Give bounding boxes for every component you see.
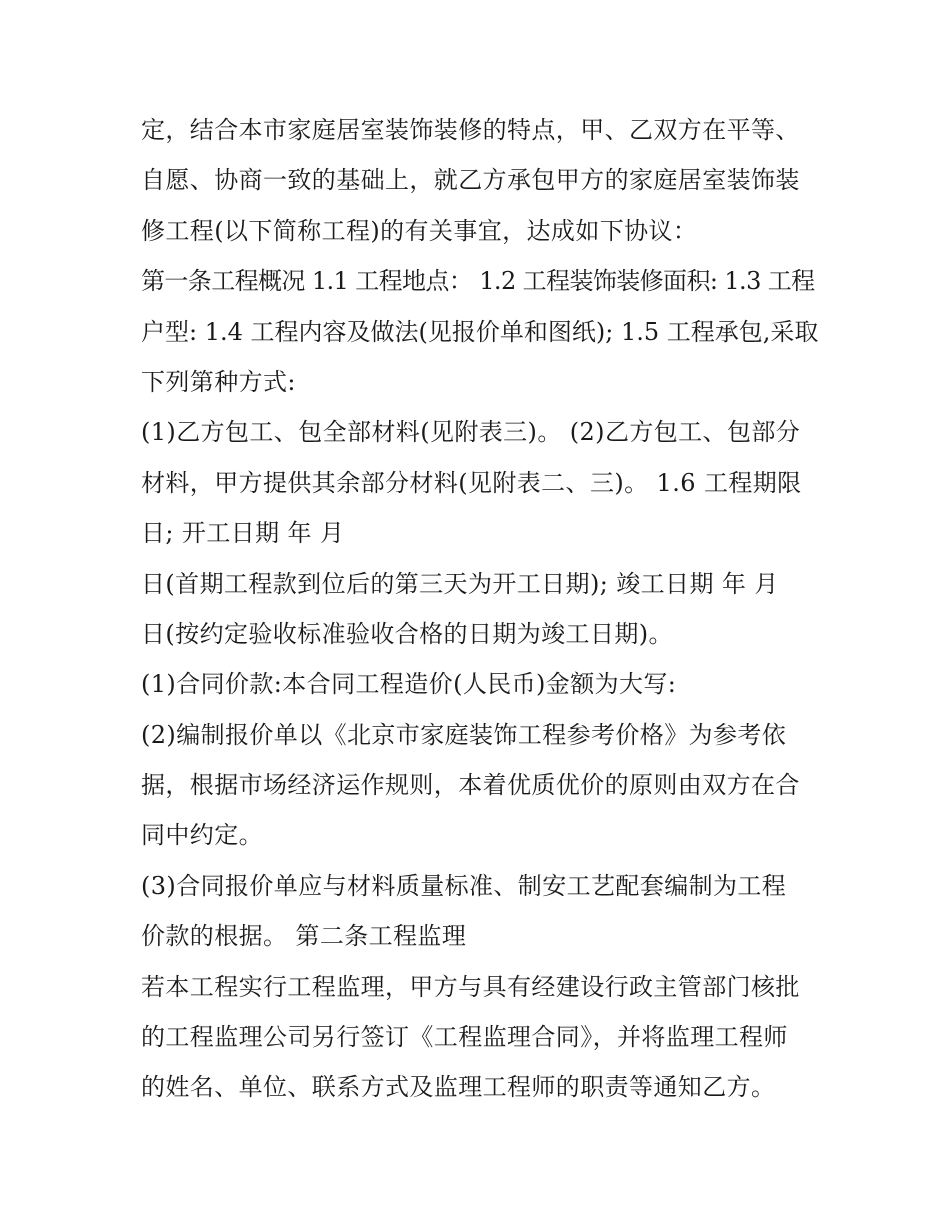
text-line: 下列第种方式: — [141, 367, 296, 396]
text-line: 据，根据市场经济运作规则，本着优质优价的原则由双方在合 — [141, 771, 800, 800]
text-line: 修工程(以下简称工程)的有关事宜，达成如下协议： — [141, 216, 698, 245]
text-line: 日; 开工日期 年 月 — [141, 519, 345, 548]
text-line: (2)编制报价单以《北京市家庭装饰工程参考价格》为参考依 — [141, 720, 787, 749]
text-line: 同中约定。 — [141, 821, 263, 850]
text-line: 第一条工程概况 1.1 工程地点： 1.2 工程装饰装修面积: 1.3 工程 — [141, 267, 815, 296]
text-line: 户型: 1.4 工程内容及做法(见报价单和图纸); 1.5 工程承包,采取 — [141, 317, 819, 346]
text-line: 价款的根据。 第二条工程监理 — [141, 922, 467, 951]
text-line: 若本工程实行工程监理，甲方与具有经建设行政主管部门核批 — [141, 972, 800, 1001]
text-line: (1)合同价款:本合同工程造价(人民币)金额为大写: — [141, 670, 677, 699]
text-line: 材料，甲方提供其余部分材料(见附表二、三)。 1.6 工程期限 — [141, 468, 802, 497]
text-line: 自愿、协商一致的基础上，就乙方承包甲方的家庭居室装饰装 — [141, 166, 800, 195]
text-line: (1)乙方包工、包全部材料(见附表三)。 (2)乙方包工、包部分 — [141, 418, 801, 447]
text-line: 定，结合本市家庭居室装饰装修的特点，甲、乙双方在平等、 — [141, 116, 800, 144]
text-line: (3)合同报价单应与材料质量标准、制安工艺配套编制为工程 — [141, 871, 787, 900]
text-line: 日(按约定验收标准验收合格的日期为竣工日期)。 — [141, 619, 673, 648]
text-line: 日(首期工程款到位后的第三天为开工日期); 竣工日期 年 月 — [141, 569, 779, 598]
text-line: 的姓名、单位、联系方式及监理工程师的职责等通知乙方。 — [141, 1073, 776, 1102]
text-line: 的工程监理公司另行签订《工程监理合同》，并将监理工程师 — [141, 1023, 788, 1052]
document-body — [141, 105, 821, 1113]
